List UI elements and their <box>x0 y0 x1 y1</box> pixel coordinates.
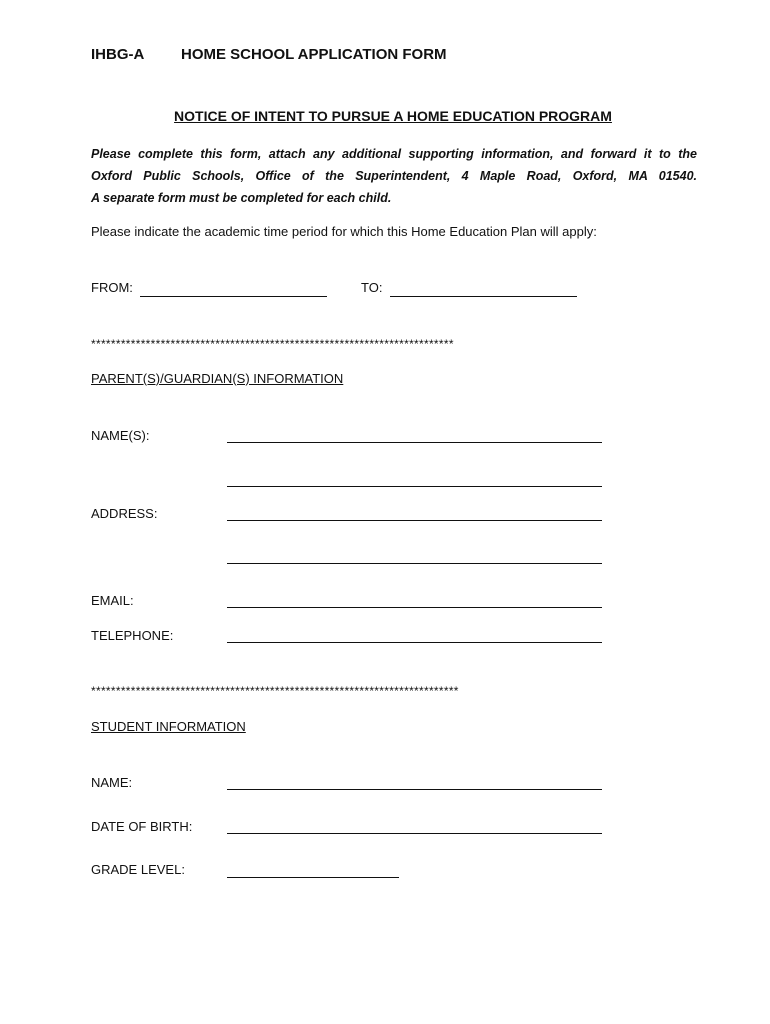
instructions-line-3: A separate form must be completed for each child. <box>91 191 392 205</box>
separator-line: ************************************************************************* <box>91 337 454 351</box>
dob-field[interactable] <box>227 833 602 834</box>
grade-label: GRADE LEVEL: <box>91 862 185 877</box>
period-prompt: Please indicate the academic time period for which this Home Education Plan will apply: <box>91 224 597 239</box>
instructions-line-1: Please complete this form, attach any additional supporting information, and forward it to the <box>91 147 697 161</box>
names-field-line-2[interactable] <box>227 486 602 487</box>
instructions <box>91 143 697 209</box>
form-code: IHBG-A <box>91 46 145 63</box>
student-name-label: NAME: <box>91 775 133 790</box>
email-label: EMAIL: <box>91 593 134 608</box>
telephone-field[interactable] <box>227 642 602 643</box>
telephone-label: TELEPHONE: <box>91 628 174 643</box>
notice-title: NOTICE OF INTENT TO PURSUE A HOME EDUCATION PROGRAM <box>174 108 612 124</box>
parent-section-title: PARENT(S)/GUARDIAN(S) INFORMATION <box>91 371 344 386</box>
student-section-title: STUDENT INFORMATION <box>91 719 246 734</box>
dob-label: DATE OF BIRTH: <box>91 819 193 834</box>
instructions-line-2: Oxford Public Schools, Office of the Superintendent, 4 Maple Road, Oxford, MA 01540. <box>91 169 697 183</box>
address-label: ADDRESS: <box>91 506 158 521</box>
address-field-line-1[interactable] <box>227 520 602 521</box>
form-title: HOME SCHOOL APPLICATION FORM <box>181 46 447 63</box>
email-field[interactable] <box>227 607 602 608</box>
from-field[interactable] <box>140 296 327 297</box>
names-label: NAME(S): <box>91 428 150 443</box>
from-label: FROM: <box>91 280 133 295</box>
names-field-line-1[interactable] <box>227 442 602 443</box>
to-field[interactable] <box>390 296 577 297</box>
grade-field[interactable] <box>227 877 399 878</box>
student-name-field[interactable] <box>227 789 602 790</box>
address-field-line-2[interactable] <box>227 563 602 564</box>
to-label: TO: <box>361 280 383 295</box>
separator-line-2: ************************************************************************** <box>91 684 459 698</box>
